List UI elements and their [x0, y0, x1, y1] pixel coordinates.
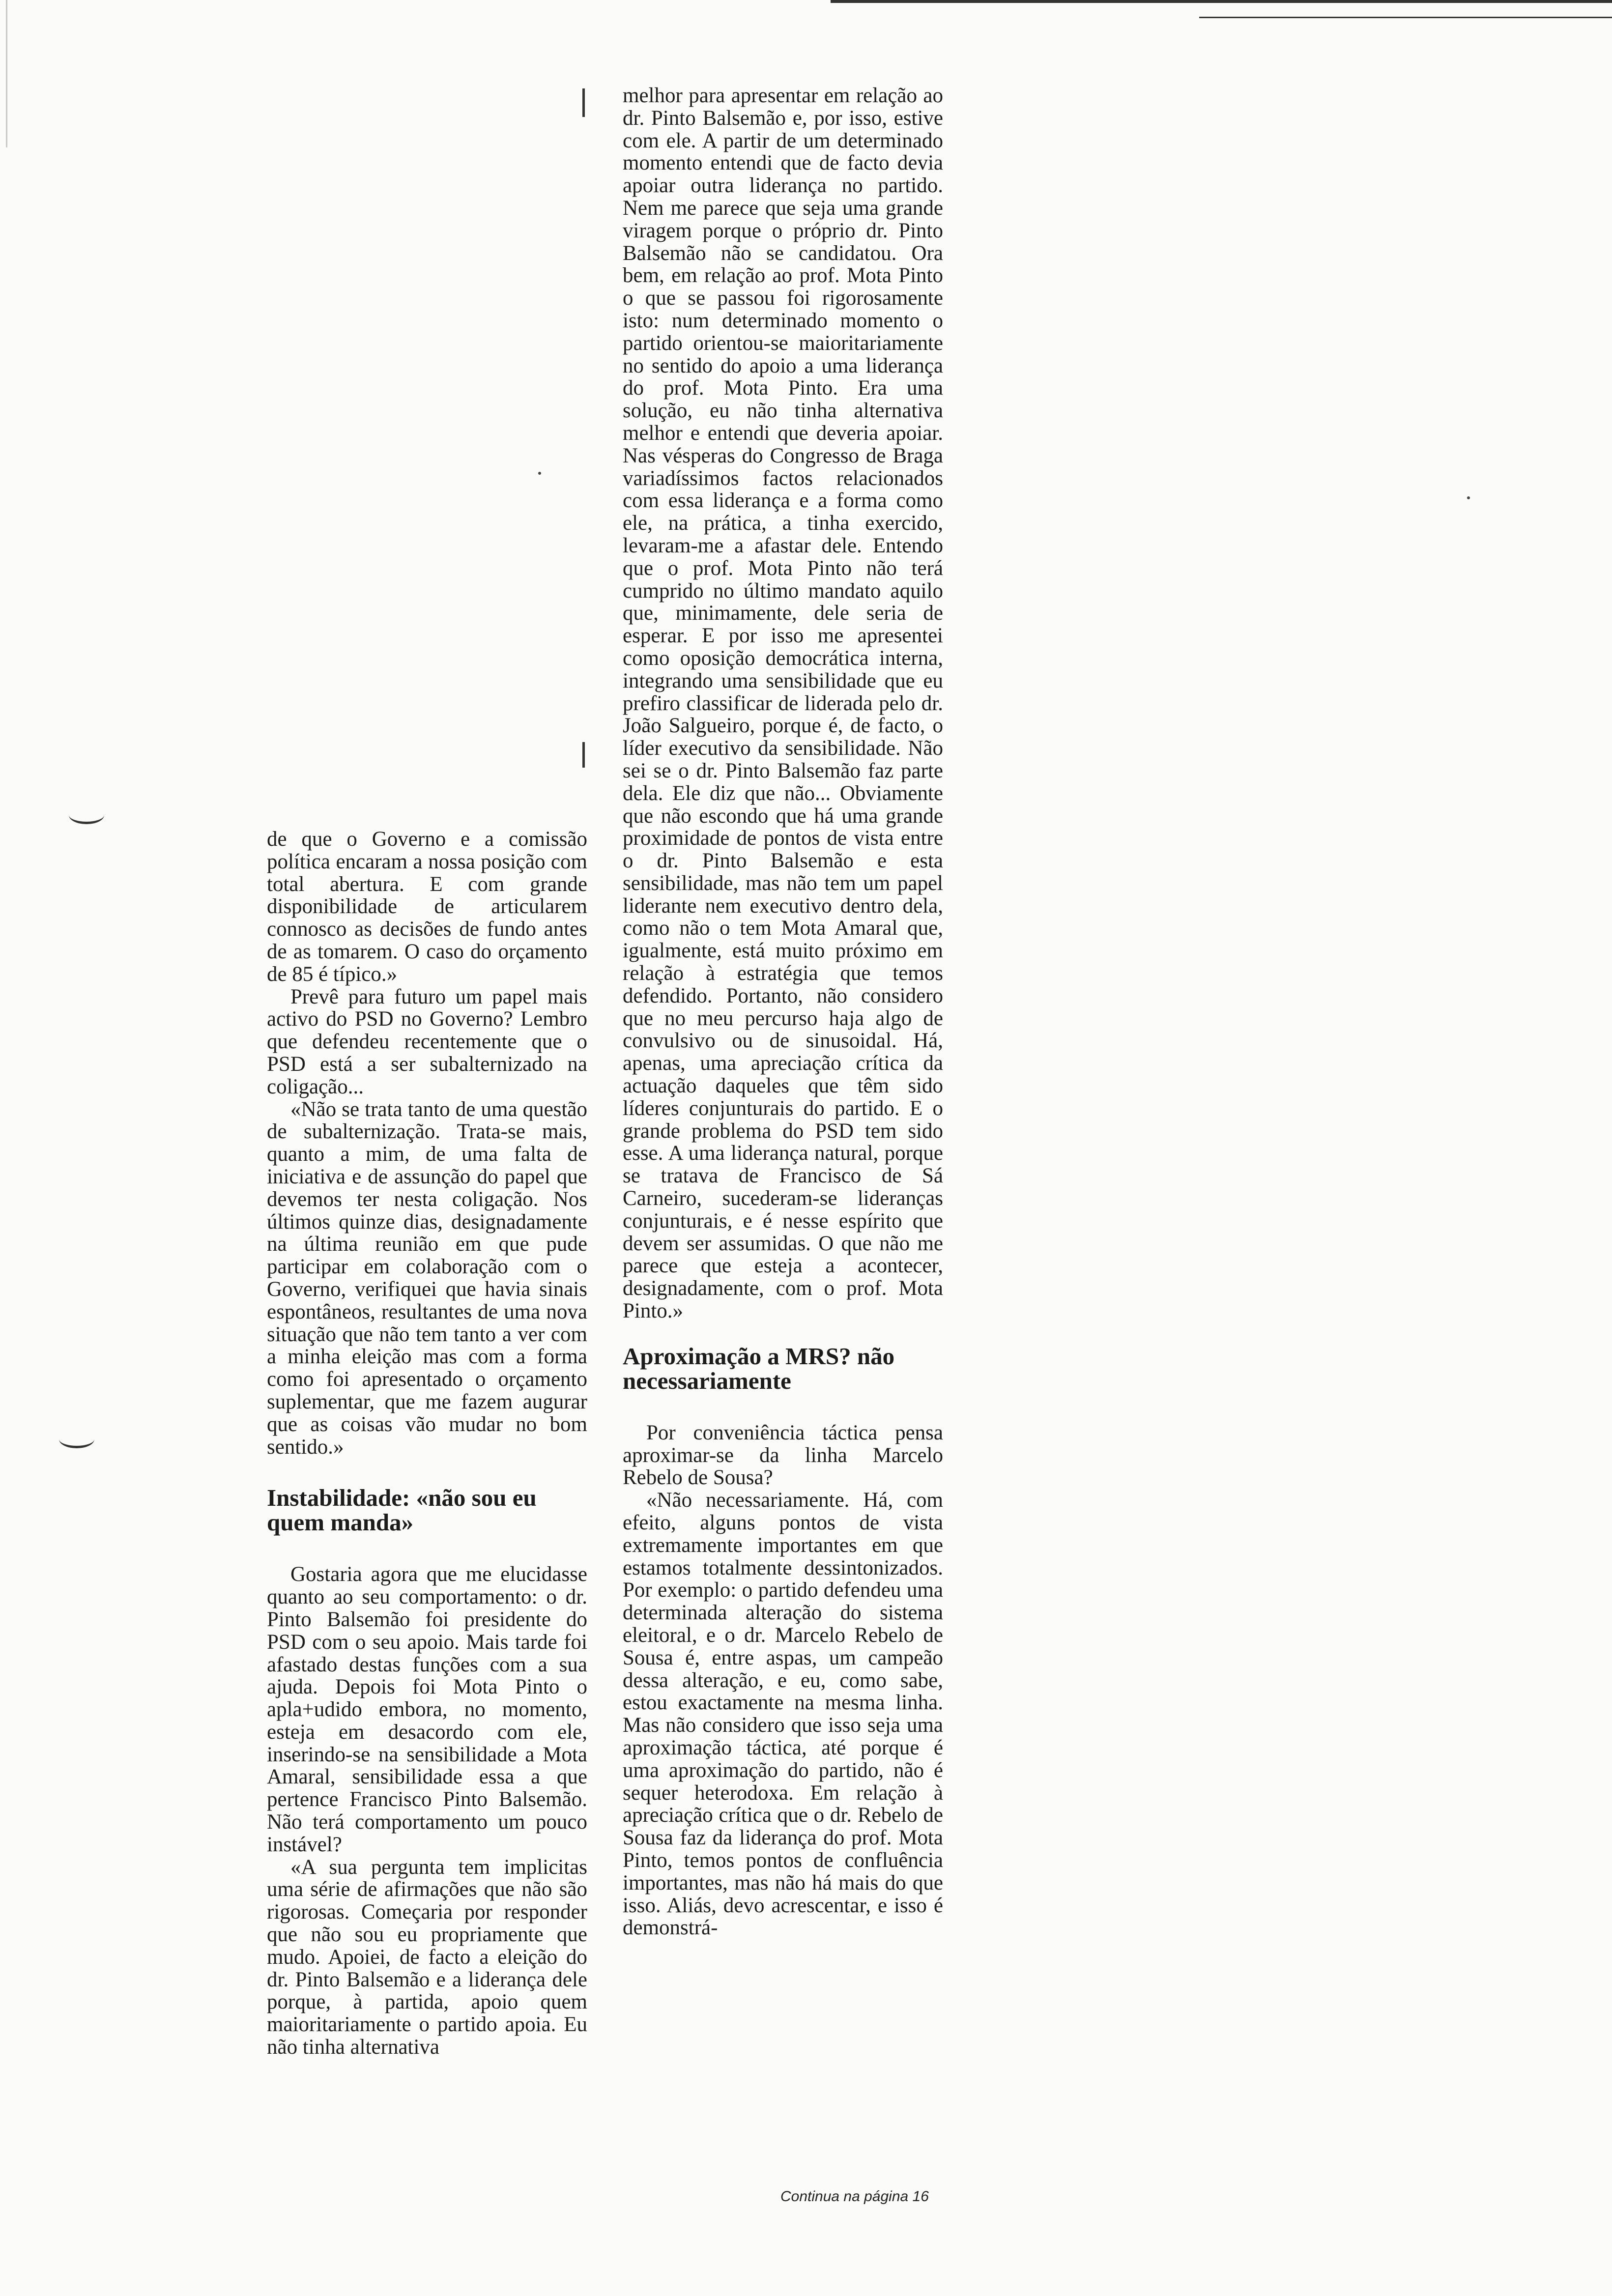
- question-paragraph: Gostaria agora que me elucidasse quanto ao seu comportamento: o dr. Pinto Balsemão foi presidente do PSD com o seu apoio. Mais tarde foi afastado destas funções com a sua ajuda. Depois foi Mota Pinto o apla+udido embora, no momento, esteja em desacordo com ele, inserindo-se na sensibilidade a Mota Amaral, sensibilidade essa a que pertence Francisco Pinto Balsemão. Não terá comportamento um pouco instável?: [267, 1563, 587, 1856]
- answer-paragraph: «Não necessariamente. Há, com efeito, alguns pontos de vista extremamente importantes em que estamos totalmente dessintonizados. Por exemplo: o partido defendeu uma determinada alteração do sistema eleitoral, e o dr. Marcelo Rebelo de Sousa é, entre aspas, um campeão dessa alteração, e eu, como sabe, estou exactamente na mesma linha. Mas não considero que isso seja uma aproximação táctica, até porque é uma aproximação do partido, não é sequer heterodoxa. Em relação à apreciação crítica que o dr. Rebelo de Sousa faz da liderança do prof. Mota Pinto, temos pontos de confluência importantes, mas não há mais do que isso. Aliás, devo acrescentar, e isso é demonstrá-: [623, 1489, 943, 1940]
- body-paragraph: melhor para apresentar em relação ao dr. Pinto Balsemão e, por isso, estive com ele. A partir de um determinado momento entendi que de facto devia apoiar outra liderança no partido. Nem me parece que seja uma grande viragem porque o próprio dr. Pinto Balsemão não se candidatou. Ora bem, em relação ao prof. Mota Pinto o que se passou foi rigorosamente isto: num determinado momento o partido orientou-se maioritariamente no sentido do apoio a uma liderança do prof. Mota Pinto. Era uma solução, eu não tinha alternativa melhor e entendi que deveria apoiar. Nas vésperas do Congresso de Braga variadíssimos factos relacionados com essa liderança e a forma como ele, na prática, a tinha exercido, levaram-me a afastar dele. Entendo que o prof. Mota Pinto não terá cumprido no último mandato aquilo que, minimamente, dele seria de esperar. E por isso me apresentei como oposição democrática interna, integrando uma sensibilidade que eu prefiro classificar de liderada pelo dr. João Salgueiro, porque é, de facto, o líder executivo da sensibilidade. Não sei se o dr. Pinto Balsemão faz parte dela. Ele diz que não... Obviamente que não escondo que há uma grande proximidade de pontos de vista entre o dr. Pinto Balsemão e esta sensibilidade, mas não tem um papel liderante nem executivo dentro dela, como não o tem Mota Amaral que, igualmente, está muito próximo em relação à estratégia que temos defendido. Portanto, não considero que no meu percurso haja algo de convulsivo ou de sinusoidal. Há, apenas, uma apreciação crítica da actuação daqueles que têm sido líderes conjunturais do partido. E o grande problema do PSD tem sido esse. A uma liderança natural, porque se tratava de Francisco de Sá Carneiro, sucederam-se lideranças conjunturais, e é nesse espírito que devem ser assumidas. O que não me parece que esteja a acontecer, designadamente, com o prof. Mota Pinto.»: [623, 84, 943, 1323]
- section-heading-aproximacao: Aproximação a MRS? não necessariamente: [623, 1342, 895, 1394]
- scan-speck-1: [538, 472, 541, 475]
- answer-paragraph: «A sua pergunta tem implicitas uma série de afirmações que não são rigorosas. Começaria por responder que não sou eu propriamente que mudo. Apoiei, de facto a eleição do dr. Pinto Balsemão e a liderança dele porque, à partida, apoio quem maioritariamente o partido apoia. Eu não tinha alternativa: [267, 1855, 587, 2059]
- scan-curve-mark-1: [69, 806, 104, 824]
- edge-noise: [6, 0, 7, 147]
- bracket-mark-top: [582, 88, 585, 117]
- body-paragraph: de que o Governo e a comissão política encaram a nossa posição com total abertura. E com grande disponibilidade de articularem connosco as decisões de fundo antes de as tomarem. O caso do orçamento de 85 é típico.»: [267, 828, 587, 986]
- scan-speck-2: [1467, 496, 1470, 499]
- scan-curve-mark-2: [59, 1430, 94, 1448]
- continuation-note: Continua na página 16: [780, 2188, 929, 2205]
- question-paragraph: Por conveniência táctica pensa aproximar-se da linha Marcelo Rebelo de Sousa?: [623, 1421, 943, 1490]
- top-rule-thin: [1199, 17, 1612, 18]
- question-paragraph: Prevê para futuro um papel mais activo do PSD no Governo? Lembro que defendeu recentemente que o PSD está a ser subalternizado na coligação...: [267, 985, 587, 1098]
- article-column-right: [623, 85, 943, 1939]
- answer-paragraph: «Não se trata tanto de uma questão de subalternização. Trata-se mais, quanto a mim, de uma falta de iniciativa e de assunção do papel que devemos ter nesta coligação. Nos últimos quinze dias, designadamente na última reunião em que pude participar em colaboração com o Governo, verifiquei que havia sinais espontâneos, resultantes de uma nova situação que não tem tanto a ver com a minha eleição mas com a forma como foi apresentado o orçamento suplementar, que me fazem augurar que as coisas vão mudar no bom sentido.»: [267, 1097, 587, 1459]
- article-column-left: [267, 828, 587, 2059]
- bracket-mark-bottom: [582, 742, 585, 768]
- top-rule: [831, 0, 1612, 3]
- section-heading-instabilidade: Instabilidade: «não sou eu quem manda»: [267, 1484, 537, 1536]
